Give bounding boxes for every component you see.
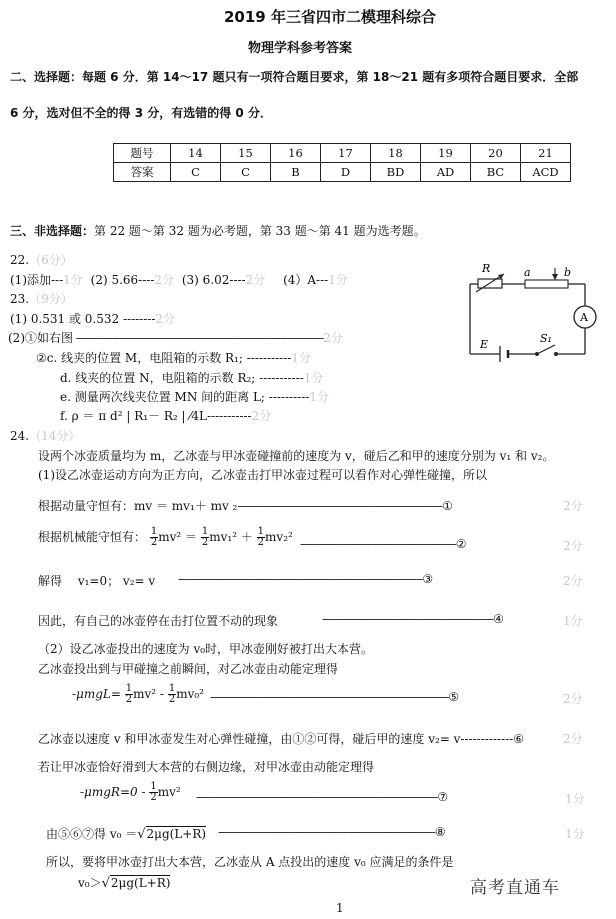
eq5-part: -μmgL= <box>72 687 121 701</box>
q24-part3: 乙冰壶投出到与甲碰撞之前瞬间，对乙冰壶由动能定理得 <box>38 662 339 676</box>
eq1-text: 根据动量守恒有：mv ＝ mv₁＋ mv ₂ <box>38 499 238 513</box>
page-title: 2019 年三省四市二模理科综合 <box>224 8 436 26</box>
q24-eq5-dash: ------------------------------------------------------------------------------⑤ <box>210 690 460 704</box>
section3-text: 第 22 题～第 32 题为必考题，第 33 题～第 41 题为选考题。 <box>94 224 426 238</box>
fraction-den: 2 <box>150 537 158 548</box>
q22-answers <box>10 271 348 288</box>
fraction <box>150 527 158 548</box>
q23-score2: 2分 <box>323 331 343 345</box>
label-S1: S₁ <box>540 332 552 345</box>
eq7-part: mv² <box>157 785 181 799</box>
eq4-marker: ④ <box>493 612 504 626</box>
fraction-num: 1 <box>257 526 265 537</box>
eq2-part: mv₁² ＋ <box>209 530 253 544</box>
q23-answer3: ②c. 线夹的位置 M，电阻箱的示数 R₁; ----------- <box>36 351 292 365</box>
switch-lever <box>537 345 555 354</box>
eq3-text: 解得 v₁=0； v₂= v <box>38 574 156 588</box>
q23-line2: (2)①如右图 ---------------------------------------------------------------------------------2分 <box>8 331 343 345</box>
q23-answer2: (2)①如右图 <box>8 331 73 345</box>
label-E: E <box>480 338 489 351</box>
q24-eq7-dash: -------------------------------------------------------------------------------⑦ <box>196 790 449 804</box>
table-cell: C <box>171 163 221 182</box>
clip-arrow-head <box>552 274 558 280</box>
eq2-part: mv² ＝ <box>158 530 198 544</box>
q24-score4: 1分 <box>563 614 583 628</box>
q24-eq2-dash: ---------------------------------------------------② <box>300 537 467 551</box>
q23-line6 <box>60 407 271 424</box>
table-cell: D <box>321 163 371 182</box>
eq7-part: -μmgR=0 - <box>80 785 146 799</box>
q23-score3: 1分 <box>291 351 311 365</box>
q22-a3: (3) 6.02---- <box>181 273 246 287</box>
q23-score5: 1分 <box>309 390 329 404</box>
q22-s4: 1分 <box>328 273 348 287</box>
table-cell: BC <box>471 163 521 182</box>
eq8-part: 由⑤⑥⑦得 v₀ ＝ <box>46 827 138 841</box>
q23-answer1: (1) 0.531 或 0.532 -------- <box>10 312 156 326</box>
eq6-text: 乙冰壶以速度 v 和甲冰壶发生对心弹性碰撞，由①②可得，碰后甲的速度 v₂= v------------- <box>38 732 514 746</box>
table-cell: 19 <box>421 144 471 163</box>
page-subtitle: 物理学科参考答案 <box>248 41 353 56</box>
q24-points: （14分） <box>29 429 81 443</box>
table-cell: 21 <box>521 144 571 163</box>
eq6-marker: ⑥ <box>513 732 524 746</box>
fraction <box>125 684 133 705</box>
eq8-radical: 2μg(L+R) <box>146 827 207 841</box>
q24-part4: 若让甲冰壶恰好滑到大本营的右侧边缘，对甲冰壶由动能定理得 <box>38 760 375 774</box>
q23-score1: 2分 <box>155 312 176 326</box>
section3-line <box>10 222 426 239</box>
q23-points: （9分） <box>29 292 73 306</box>
eq9-radical: 2μg(L+R) <box>110 876 171 890</box>
q24-score7: 1分 <box>565 792 585 806</box>
q24-part2: （2）设乙冰壶投出的速度为 v₀时，甲冰壶刚好被打出大本营。 <box>38 642 374 656</box>
eq2-marker: ② <box>455 537 467 551</box>
table-cell: 15 <box>221 144 271 163</box>
fraction-den: 2 <box>201 537 209 548</box>
eq5-marker: ⑤ <box>448 690 460 704</box>
label-R: R <box>482 262 491 275</box>
q24-number: 24. <box>10 429 30 443</box>
table-row <box>114 163 571 182</box>
q23-header <box>10 290 73 307</box>
q24-eq5 <box>72 684 204 705</box>
q23-answer5: e. 测量两次线夹位置 MN 间的距离 L; ---------- <box>60 390 310 404</box>
q22-a4: (4）A--- <box>283 273 329 287</box>
fraction-num: 1 <box>150 781 157 792</box>
q24-eq8-dash: -----------------------------------------------------------------------⑧ <box>218 825 446 839</box>
table-cell: 16 <box>271 144 321 163</box>
q23-score6: 2分 <box>251 409 272 423</box>
watermark: 高考直通车 <box>470 878 560 898</box>
fraction <box>201 527 209 548</box>
q22-points: （6分） <box>29 253 73 267</box>
q24-eq2 <box>38 527 293 548</box>
q23-line4 <box>60 369 323 386</box>
label-b: b <box>564 266 572 279</box>
table-cell: C <box>221 163 271 182</box>
section2-line1: 二、选择题：每题 6 分．第 14～17 题只有一项符合题目要求，第 18～21 题有多项符合题目要求．全部 <box>10 70 579 84</box>
section3-heading: 三、非选择题： <box>10 224 95 238</box>
label-a: a <box>524 266 531 279</box>
q22-number: 22. <box>10 253 30 267</box>
fraction-den: 2 <box>150 792 157 803</box>
circuit-diagram <box>440 258 612 368</box>
eq2-part: mv₂² <box>265 530 293 544</box>
eq3-marker: ③ <box>422 572 434 586</box>
q23-number: 23. <box>10 292 30 306</box>
q24-part5: 所以，要将甲冰壶打出大本营，乙冰壶从 A 点投出的速度 v₀ 应满足的条件是 <box>46 855 454 869</box>
fraction-num: 1 <box>150 526 158 537</box>
answer-table <box>113 143 571 182</box>
fraction <box>257 527 265 548</box>
eq8-marker: ⑧ <box>434 825 446 839</box>
q24-score6: 2分 <box>563 732 583 746</box>
table-cell: 题号 <box>114 144 171 163</box>
fraction-num: 1 <box>168 683 176 694</box>
switch-contact <box>554 352 558 356</box>
q24-score8: 1分 <box>565 827 585 841</box>
resistor-arrow-head <box>498 274 504 279</box>
table-cell: 答案 <box>114 163 171 182</box>
fraction <box>149 782 157 803</box>
q24-eq3 <box>38 572 155 589</box>
q24-score5: 2分 <box>563 692 583 706</box>
q22-header <box>10 251 73 268</box>
q24-eq6 <box>38 730 524 747</box>
resistance-wire <box>525 280 568 288</box>
q22-a2: (2) 5.66---- <box>90 273 155 287</box>
q23-answer6: f. ρ ＝ π d² | R₁－ R₂ | ⁄4L----------- <box>60 409 252 423</box>
fraction <box>168 684 176 705</box>
q22-a1: (1)添加--- <box>10 273 64 287</box>
q24-eq4: 因此，有自己的冰壶停在击打位置不动的现象 <box>38 614 279 628</box>
q23-score4: 1分 <box>303 371 324 385</box>
q24-eq7 <box>80 782 181 803</box>
eq2-label: 根据机械能守恒有： <box>38 530 147 544</box>
table-cell: 18 <box>371 144 421 163</box>
q24-eq1: 根据动量守恒有：mv ＝ mv₁＋ mv ₂-------------------------------------------------------------------① <box>38 499 453 513</box>
q24-score1: 2分 <box>563 499 583 513</box>
eq1-marker: ① <box>442 499 453 513</box>
table-cell: B <box>271 163 321 182</box>
eq5-part: mv₀² <box>176 687 204 701</box>
table-cell: AD <box>421 163 471 182</box>
eq7-marker: ⑦ <box>437 790 449 804</box>
table-cell: 14 <box>171 144 221 163</box>
q24-eq3-dash: --------------------------------------------------------------------------------③ <box>178 572 434 586</box>
q22-s1: 1分 <box>63 273 83 287</box>
q24-eq4-dash: --------------------------------------------------------④ <box>322 612 504 626</box>
page-number: 1 <box>336 901 344 915</box>
table-cell: 17 <box>321 144 371 163</box>
q24-eq8: 由⑤⑥⑦得 v₀ ＝√2μg(L+R) <box>46 827 207 842</box>
table-cell: BD <box>371 163 421 182</box>
q23-line3 <box>36 349 311 366</box>
q24-header <box>10 427 80 444</box>
table-cell: 20 <box>471 144 521 163</box>
section2-line2: 6 分，选对但不全的得 3 分，有选错的得 0 分． <box>10 106 272 120</box>
q22-s2: 2分 <box>154 273 175 287</box>
fraction-den: 2 <box>125 694 133 705</box>
q23-answer4: d. 线夹的位置 N，电阻箱的示数 R₂; ----------- <box>60 371 304 385</box>
q24-score3: 2分 <box>563 574 583 588</box>
q24-part1: (1)设乙冰壶运动方向为正方向，乙冰壶击打甲冰壶过程可以看作对心弹性碰撞，所以 <box>38 468 488 482</box>
fraction-num: 1 <box>201 526 209 537</box>
q22-s3: 2分 <box>245 273 266 287</box>
q24-score2: 2分 <box>563 539 583 553</box>
eq5-part: mv² - <box>133 687 164 701</box>
q23-line5 <box>60 388 329 405</box>
q24-eq9: v₀＞√2μg(L+R) <box>78 876 171 891</box>
q24-intro: 设两个冰壶质量均为 m，乙冰壶与甲冰壶碰撞前的速度为 v，碰后乙和甲的速度分别为 v₁ 和 v₂。 <box>38 449 555 463</box>
fraction-num: 1 <box>125 683 133 694</box>
fraction-den: 2 <box>257 537 265 548</box>
table-cell: ACD <box>521 163 571 182</box>
q23-line1 <box>10 310 175 327</box>
table-row <box>114 144 571 163</box>
label-A: A <box>580 311 588 324</box>
fraction-den: 2 <box>168 694 176 705</box>
eq9-part: v₀＞ <box>78 876 102 890</box>
